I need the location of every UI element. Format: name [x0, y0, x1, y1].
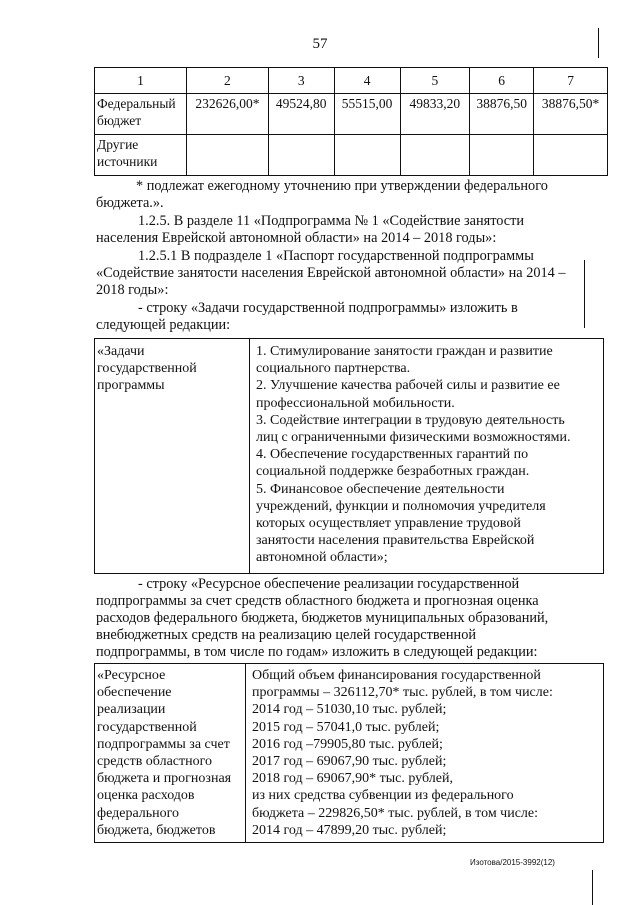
cell-line: 2014 год – 51030,10 тыс. рублей;	[252, 702, 447, 718]
cell-line: 2016 год –79905,80 тыс. рублей;	[252, 736, 443, 752]
cell-line: оценка расходов	[97, 788, 195, 804]
row-label: Федеральный бюджет	[95, 94, 187, 135]
margin-line-right	[584, 260, 585, 328]
table-cell: 49833,20	[400, 94, 470, 135]
page-number: 57	[312, 36, 328, 52]
table-cell	[534, 135, 608, 176]
cell-line: государственной	[97, 361, 197, 377]
resource-paragraph-line: внебюджетных средств на реализацию целей государственной	[96, 627, 476, 643]
cell-line: программы	[97, 378, 165, 394]
cell-line: 3. Содействие интеграции в трудовую деятельность	[256, 412, 565, 428]
cell-line: обеспечение	[97, 685, 172, 701]
cell-line: Общий объем финансирования государственной	[252, 668, 541, 683]
cell-line: 2018 год – 69067,90* тыс. рублей,	[252, 771, 453, 787]
row-label: Другие источники	[95, 135, 187, 176]
subsection-paragraph-line: 2018 годы»:	[96, 282, 169, 298]
table-row	[95, 664, 604, 843]
cell-line: автономной области»;	[256, 550, 388, 566]
resource-paragraph-line: подпрограммы за счет средств областного бюджета и прогнозная оценка	[96, 593, 539, 609]
tasks-label-cell	[95, 339, 250, 574]
table-cell	[400, 135, 470, 176]
margin-line-right	[592, 870, 593, 905]
resources-label-cell	[95, 664, 246, 843]
table-cell	[187, 135, 269, 176]
table-row	[95, 135, 608, 176]
cell-line: социальной поддержке безработных граждан.	[256, 464, 530, 480]
table-cell: 55515,00	[334, 94, 400, 135]
cell-line: программы – 326112,70* тыс. рублей, в том числе:	[252, 685, 553, 701]
tasks-table	[94, 338, 604, 574]
cell-line: 4. Обеспечение государственных гарантий по	[256, 447, 529, 463]
resources-table	[94, 663, 604, 843]
cell-line: реализации	[97, 702, 166, 718]
table-cell: 38876,50	[470, 94, 534, 135]
table-cell	[268, 135, 334, 176]
cell-line: 2017 год – 69067,90 тыс. рублей;	[252, 754, 447, 770]
table-row	[95, 94, 608, 135]
cell-line: подпрограммы за счет	[97, 736, 230, 752]
footnote-line: * подлежат ежегодному уточнению при утверждении федерального	[136, 178, 548, 194]
resource-paragraph-line: расходов федерального бюджета, бюджетов муниципальных образований,	[96, 610, 549, 626]
instruction-line: следующей редакции:	[96, 317, 231, 333]
cell-line: бюджета и прогнозная	[97, 771, 232, 787]
table-cell	[470, 135, 534, 176]
cell-line: 1. Стимулирование занятости граждан и развитие	[256, 344, 553, 359]
cell-line: «Ресурсное	[97, 668, 166, 683]
section-paragraph-line: населения Еврейской автономной области» на 2014 – 2018 годы»:	[96, 230, 497, 246]
table-header-row	[95, 68, 608, 94]
table-cell	[334, 135, 400, 176]
document-footer-id: Изотова/2015-3992(12)	[470, 858, 555, 867]
table-cell: 49524,80	[268, 94, 334, 135]
cell-line: федерального	[97, 805, 180, 821]
cell-line: 2. Улучшение качества рабочей силы и развитие ее	[256, 378, 560, 394]
cell-line: из них средства субвенции из федерального	[252, 788, 514, 804]
header-cell: 1	[95, 68, 187, 94]
header-cell: 6	[470, 68, 534, 94]
cell-line: учреждений, функции и полномочия учредителя	[256, 498, 546, 514]
table-cell: 232626,00*	[187, 94, 269, 135]
header-cell: 7	[534, 68, 608, 94]
cell-line: государственной	[97, 719, 197, 735]
cell-line: 5. Финансовое обеспечение деятельности	[256, 481, 505, 497]
resources-content-cell	[246, 664, 604, 843]
resource-paragraph-line: - строку «Ресурсное обеспечение реализации государственной	[138, 576, 520, 592]
tasks-content-cell	[250, 339, 604, 574]
header-cell: 4	[334, 68, 400, 94]
table-cell: 38876,50*	[534, 94, 608, 135]
footnote-line: бюджета.».	[96, 195, 164, 211]
cell-line: занятости населения правительства Еврейской	[256, 533, 535, 549]
cell-line: средств областного	[97, 754, 213, 770]
resource-paragraph-line: подпрограммы, в том числе по годам» изложить в следующей редакции:	[96, 644, 538, 660]
cell-line: профессиональной мобильности.	[256, 395, 455, 411]
instruction-line: - строку «Задачи государственной подпрограммы» изложить в	[138, 300, 518, 316]
margin-line-right	[598, 28, 599, 58]
cell-line: которых осуществляет управление трудовой	[256, 516, 521, 532]
subsection-paragraph-line: 1.2.5.1 В подразделе 1 «Паспорт государственной подпрограммы	[138, 248, 534, 264]
subsection-paragraph-line: «Содействие занятости населения Еврейской автономной области» на 2014 –	[96, 265, 566, 281]
cell-line: 2014 год – 47899,20 тыс. рублей;	[252, 822, 447, 838]
header-cell: 5	[400, 68, 470, 94]
cell-line: социального партнерства.	[256, 361, 411, 377]
cell-line: бюджета – 229826,50* тыс. рублей, в том числе:	[252, 805, 539, 821]
cell-line: лиц с ограниченными физическими возможностями.	[256, 430, 571, 446]
budget-table	[94, 67, 608, 176]
cell-line: 2015 год – 57041,0 тыс. рублей;	[252, 719, 440, 735]
cell-line: «Задачи	[97, 344, 145, 359]
section-paragraph-line: 1.2.5. В разделе 11 «Подпрограмма № 1 «Содействие занятости	[138, 213, 525, 229]
header-cell: 3	[268, 68, 334, 94]
cell-line: бюджета, бюджетов	[97, 822, 216, 838]
table-row	[95, 339, 604, 574]
header-cell: 2	[187, 68, 269, 94]
